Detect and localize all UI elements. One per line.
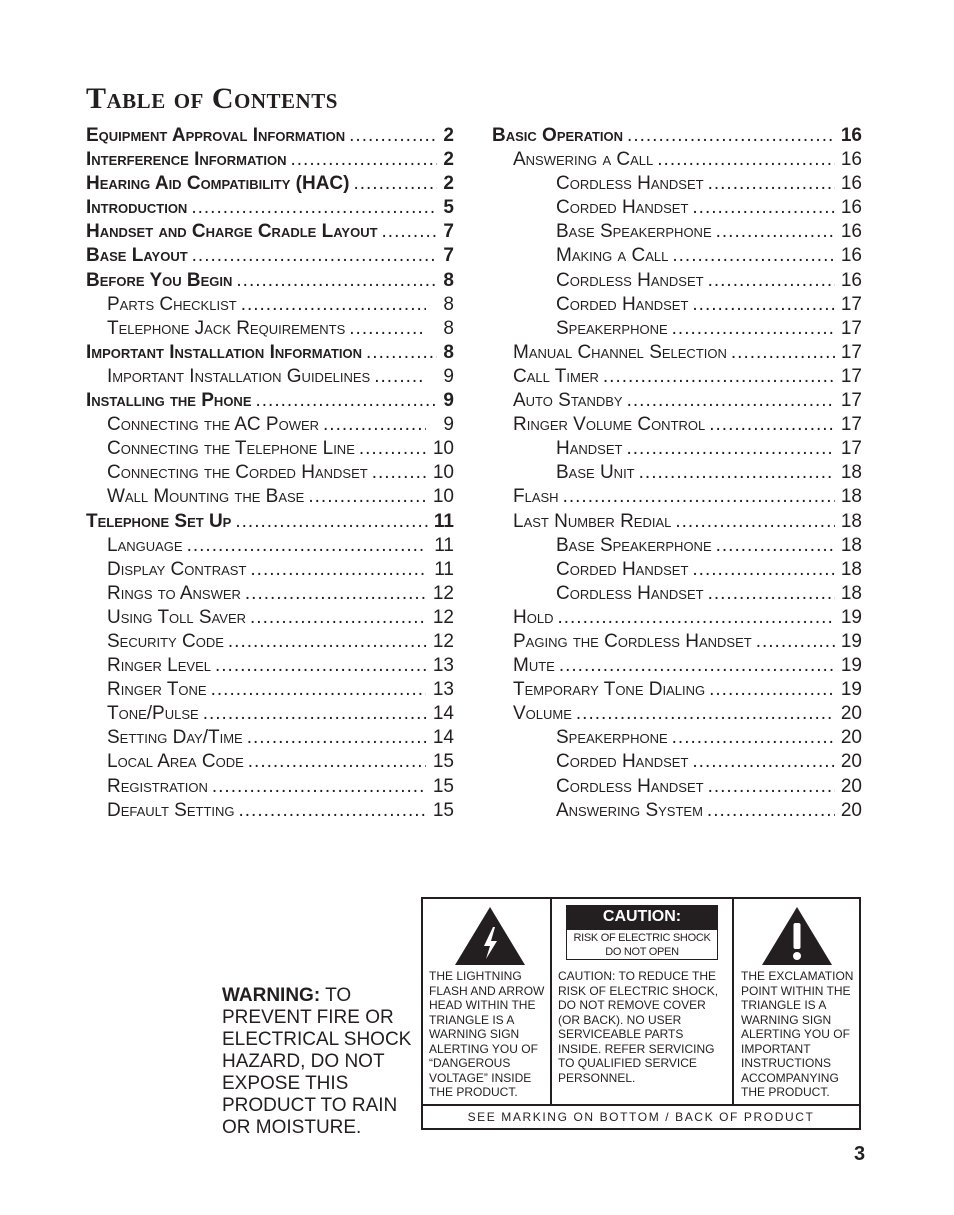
toc-entry-page: 2 (443, 173, 454, 195)
toc-entry-page: 13 (432, 679, 454, 701)
toc-entry-page: 9 (443, 390, 454, 412)
lightning-description: THE LIGHTNING FLASH AND ARROW HEAD WITHIN THE TRIANGLE IS A WARNING SIGN ALERTING YOU OF “DANGEROUS VOLTAGE” INSIDE THE PRODUCT. (429, 969, 545, 1099)
toc-entry (492, 220, 862, 244)
toc-entry-page: 9 (443, 414, 454, 436)
toc-entry-page: 8 (443, 341, 454, 363)
toc-entry-label: Connecting the Telephone Line (107, 438, 355, 460)
toc-entry (492, 196, 862, 220)
toc-entry-page: 14 (432, 703, 454, 725)
exclamation-cell (734, 899, 859, 1104)
toc-entry-label: Telephone Set Up (86, 510, 232, 532)
toc-column-right (492, 124, 862, 823)
toc-entry-label: Base Unit (556, 462, 635, 484)
toc-entry (86, 148, 454, 172)
toc-entry-page: 19 (840, 679, 862, 701)
toc-entry-label: Display Contrast (107, 558, 247, 580)
toc-entry (86, 269, 454, 293)
toc-entry-page: 2 (443, 149, 454, 171)
toc-entry-page: 8 (443, 293, 454, 315)
toc-entry (492, 413, 862, 437)
toc-entry-label: Basic Operation (492, 125, 624, 146)
toc-entry (86, 196, 454, 220)
toc-dot-leader (692, 558, 834, 582)
toc-entry-page: 7 (443, 245, 454, 267)
toc-entry (492, 630, 862, 654)
toc-entry-page: 16 (840, 221, 862, 243)
toc-entry-label: Important Installation Information (86, 341, 363, 363)
toc-entry-label: Ringer Volume Control (513, 414, 706, 436)
toc-dot-leader (228, 630, 426, 654)
caution-footer: SEE MARKING ON BOTTOM / BACK OF PRODUCT (423, 1104, 859, 1130)
toc-entry-label: Temporary Tone Dialing (513, 679, 706, 701)
toc-entry (86, 172, 454, 196)
toc-entry-label: Paging the Cordless Handset (513, 630, 752, 652)
toc-entry (492, 510, 862, 534)
toc-entry-label: Mute (513, 655, 555, 677)
toc-entry-label: Introduction (86, 197, 188, 219)
toc-dot-leader (692, 293, 834, 317)
toc-entry-label: Cordless Handset (556, 775, 704, 797)
toc-entry-label: Local Area Code (107, 751, 244, 773)
toc-dot-leader (212, 775, 426, 799)
toc-entry-page: 10 (432, 462, 454, 484)
caution-label-box (421, 897, 861, 1130)
toc-entry (492, 244, 862, 268)
toc-entry-page: 13 (432, 655, 454, 677)
toc-dot-leader (657, 148, 835, 172)
toc-dot-leader (731, 341, 835, 365)
toc-entry (492, 558, 862, 582)
toc-entry-page: 12 (432, 630, 454, 652)
toc-entry-label: Using Toll Saver (107, 606, 247, 628)
toc-entry-label: Corded Handset (556, 197, 689, 219)
toc-entry-page: 17 (840, 317, 862, 339)
toc-dot-leader (382, 220, 438, 244)
toc-entry-label: Wall Mounting the Base (107, 486, 305, 508)
toc-dot-leader (290, 148, 437, 172)
toc-dot-leader (707, 799, 835, 823)
lightning-cell (423, 899, 552, 1104)
toc-entry-label: Speakerphone (556, 727, 668, 749)
toc-entry-page: 20 (840, 727, 862, 749)
toc-entry (492, 799, 862, 823)
toc-entry-page: 11 (433, 510, 454, 532)
toc-entry-page: 16 (840, 125, 862, 146)
toc-entry-page: 16 (840, 149, 862, 171)
toc-entry-label: Corded Handset (556, 558, 689, 580)
toc-entry-page: 16 (840, 245, 862, 267)
toc-entry (86, 630, 454, 654)
toc-dot-leader (256, 389, 438, 413)
toc-dot-leader (756, 630, 835, 654)
toc-entry-page: 17 (840, 365, 862, 387)
toc-entry (492, 750, 862, 774)
toc-dot-leader (239, 799, 427, 823)
toc-entry-page: 15 (432, 775, 454, 797)
toc-entry (86, 293, 454, 317)
toc-entry (492, 726, 862, 750)
toc-entry-label: Base Speakerphone (556, 221, 712, 243)
toc-entry-label: Important Installation Guidelines (107, 365, 371, 387)
toc-entry (492, 582, 862, 606)
toc-dot-leader (235, 510, 428, 534)
toc-entry (492, 172, 862, 196)
toc-entry-page: 15 (432, 751, 454, 773)
toc-entry-label: Equipment Approval Information (86, 125, 346, 146)
toc-entry (86, 485, 454, 509)
toc-entry-page: 2 (443, 125, 454, 146)
caution-center-cell (552, 899, 734, 1104)
toc-entry-page: 16 (840, 173, 862, 195)
toc-entry (492, 775, 862, 799)
toc-dot-leader (250, 606, 426, 630)
toc-entry (86, 461, 454, 485)
toc-dot-leader (708, 775, 835, 799)
toc-dot-leader (374, 365, 426, 389)
toc-dot-leader (248, 750, 426, 774)
toc-entry (86, 654, 454, 678)
toc-dot-leader (576, 702, 835, 726)
toc-entry-page: 20 (840, 751, 862, 773)
toc-entry-label: Before You Begin (86, 269, 233, 291)
toc-entry (86, 124, 454, 148)
toc-dot-leader (627, 389, 835, 413)
toc-dot-leader (372, 461, 426, 485)
toc-entry-label: Hold (513, 606, 554, 628)
toc-entry-label: Interference Information (86, 149, 287, 171)
toc-dot-leader (563, 485, 835, 509)
toc-entry-page: 7 (443, 221, 454, 243)
toc-entry-label: Speakerphone (556, 317, 668, 339)
toc-entry-label: Installing the Phone (86, 390, 252, 412)
toc-entry (86, 606, 454, 630)
toc-dot-leader (716, 534, 835, 558)
toc-entry-page: 20 (840, 799, 862, 821)
exclamation-description: THE EXCLAMATION POINT WITHIN THE TRIANGLE IS A WARNING SIGN ALERTING YOU OF IMPORTANT INSTRUCTIONS ACCOMPANYING THE PRODUCT. (741, 969, 854, 1099)
toc-entry-page: 19 (840, 630, 862, 652)
toc-entry (492, 317, 862, 341)
toc-entry (86, 582, 454, 606)
toc-entry-label: Answering System (556, 799, 703, 821)
toc-entry-page: 9 (443, 365, 454, 387)
toc-entry (86, 244, 454, 268)
toc-dot-leader (323, 413, 426, 437)
toc-entry (492, 606, 862, 630)
toc-entry-page: 15 (432, 799, 454, 821)
toc-dot-leader (709, 413, 835, 437)
lightning-warning-icon (453, 905, 527, 967)
toc-column-left (86, 124, 454, 823)
toc-entry (492, 437, 862, 461)
toc-dot-leader (559, 654, 835, 678)
toc-dot-leader (349, 124, 437, 148)
toc-entry-label: Auto Standby (513, 390, 623, 412)
toc-entry-label: Cordless Handset (556, 582, 704, 604)
toc-entry-label: Manual Channel Selection (513, 341, 727, 363)
toc-entry (86, 799, 454, 823)
toc-entry-label: Cordless Handset (556, 173, 704, 195)
toc-dot-leader (215, 654, 426, 678)
toc-entry (492, 485, 862, 509)
toc-entry (86, 750, 454, 774)
toc-entry (492, 365, 862, 389)
toc-entry-page: 18 (840, 534, 862, 556)
toc-dot-leader (211, 678, 426, 702)
toc-dot-leader (191, 196, 437, 220)
toc-entry-page: 18 (840, 462, 862, 484)
toc-entry (86, 558, 454, 582)
toc-entry (492, 702, 862, 726)
toc-entry-label: Corded Handset (556, 751, 689, 773)
caution-description: CAUTION: TO REDUCE THE RISK OF ELECTRIC SHOCK, DO NOT REMOVE COVER (OR BACK). NO USER SERVICEABLE PARTS INSIDE. REFER SERVICING TO QUALIFIED SERVICE PERSONNEL. (558, 969, 719, 1085)
toc-dot-leader (708, 582, 835, 606)
toc-entry (492, 389, 862, 413)
toc-entry-label: Handset and Charge Cradle Layout (86, 221, 378, 243)
toc-entry-label: Connecting the AC Power (107, 414, 320, 436)
toc-dot-leader (692, 196, 834, 220)
toc-entry (86, 413, 454, 437)
toc-entry-page: 12 (432, 606, 454, 628)
toc-entry-page: 16 (840, 197, 862, 219)
toc-entry-page: 18 (840, 582, 862, 604)
toc-entry (86, 437, 454, 461)
toc-entry-label: Tone/Pulse (107, 703, 199, 725)
warning-notice (222, 985, 422, 1139)
toc-entry-label: Rings to Answer (107, 582, 241, 604)
toc-entry-label: Security Code (107, 630, 224, 652)
toc-entry-label: Parts Checklist (107, 293, 237, 315)
toc-entry-label: Language (107, 534, 183, 556)
toc-entry-label: Registration (107, 775, 208, 797)
toc-dot-leader (245, 582, 426, 606)
toc-entry (492, 461, 862, 485)
toc-entry (86, 220, 454, 244)
toc-dot-leader (672, 244, 834, 268)
toc-entry-page: 8 (443, 269, 454, 291)
toc-entry-label: Connecting the Corded Handset (107, 462, 368, 484)
toc-entry-label: Base Speakerphone (556, 534, 712, 556)
toc-dot-leader (247, 726, 426, 750)
toc-dot-leader (308, 485, 426, 509)
toc-entry-label: Answering a Call (513, 149, 654, 171)
toc-entry (86, 510, 454, 534)
toc-entry (86, 341, 454, 365)
toc-entry-page: 18 (840, 558, 862, 580)
toc-dot-leader (557, 606, 834, 630)
toc-entry (492, 534, 862, 558)
toc-entry-label: Call Timer (513, 365, 599, 387)
toc-entry-page: 11 (434, 534, 454, 556)
toc-entry-label: Setting Day/Time (107, 727, 243, 749)
toc-entry (86, 534, 454, 558)
toc-entry-page: 5 (443, 197, 454, 219)
toc-dot-leader (672, 317, 835, 341)
caution-header: CAUTION: (566, 905, 718, 929)
toc-entry-label: Flash (513, 486, 559, 508)
toc-entry-page: 12 (432, 582, 454, 604)
toc-entry (86, 317, 454, 341)
toc-entry (86, 365, 454, 389)
toc-entry (492, 678, 862, 702)
toc-entry-label: Volume (513, 703, 572, 725)
toc-dot-leader (250, 558, 426, 582)
toc-entry-page: 18 (840, 486, 862, 508)
warning-body: TO PREVENT FIRE OR ELECTRICAL SHOCK HAZARD, DO NOT EXPOSE THIS PRODUCT TO RAIN OR MOISTURE. (222, 985, 412, 1138)
toc-entry-page: 20 (840, 775, 862, 797)
toc-dot-leader (716, 220, 835, 244)
toc-entry-label: Telephone Jack Requirements (107, 317, 346, 339)
toc-entry (86, 702, 454, 726)
toc-dot-leader (203, 702, 426, 726)
toc-entry-page: 20 (840, 703, 862, 725)
toc-entry-page: 8 (443, 317, 454, 339)
toc-entry (86, 389, 454, 413)
caution-subheader: RISK OF ELECTRIC SHOCK DO NOT OPEN (566, 929, 718, 960)
toc-dot-leader (626, 437, 834, 461)
toc-entry (492, 124, 862, 148)
toc-entry-page: 19 (840, 606, 862, 628)
toc-entry-label: Last Number Redial (513, 510, 672, 532)
toc-dot-leader (708, 269, 835, 293)
toc-entry-page: 10 (432, 486, 454, 508)
toc-dot-leader (192, 244, 438, 268)
toc-dot-leader (672, 726, 835, 750)
toc-entry-page: 14 (432, 727, 454, 749)
toc-entry (492, 269, 862, 293)
toc-entry-page: 18 (840, 510, 862, 532)
toc-entry-page: 17 (840, 390, 862, 412)
toc-entry-page: 19 (840, 655, 862, 677)
toc-entry (492, 341, 862, 365)
toc-dot-leader (359, 437, 426, 461)
toc-dot-leader (366, 341, 437, 365)
toc-dot-leader (692, 750, 834, 774)
toc-dot-leader (639, 461, 835, 485)
toc-entry-label: Base Layout (86, 245, 188, 267)
toc-dot-leader (241, 293, 426, 317)
toc-entry-page: 17 (840, 414, 862, 436)
toc-entry-page: 17 (840, 438, 862, 460)
toc-entry-label: Corded Handset (556, 293, 689, 315)
exclamation-warning-icon (760, 905, 834, 967)
toc-entry-label: Cordless Handset (556, 269, 704, 291)
toc-dot-leader (708, 172, 835, 196)
toc-entry-page: 17 (840, 341, 862, 363)
toc-dot-leader (353, 172, 437, 196)
toc-entry (492, 293, 862, 317)
toc-dot-leader (627, 124, 835, 148)
toc-entry (86, 775, 454, 799)
toc-dot-leader (349, 317, 426, 341)
toc-dot-leader (709, 678, 835, 702)
toc-entry-label: Ringer Tone (107, 679, 207, 701)
toc-entry-page: 16 (840, 269, 862, 291)
page-title: Table of Contents (86, 82, 338, 115)
toc-entry-page: 10 (432, 438, 454, 460)
toc-entry-label: Making a Call (556, 245, 669, 267)
toc-entry (86, 678, 454, 702)
toc-entry-label: Default Setting (107, 799, 235, 821)
toc-entry (492, 654, 862, 678)
toc-entry (492, 148, 862, 172)
warning-lead: WARNING: (222, 985, 321, 1006)
toc-dot-leader (236, 269, 437, 293)
toc-entry-label: Handset (556, 438, 623, 460)
toc-dot-leader (603, 365, 835, 389)
toc-entry-page: 11 (434, 558, 454, 580)
page-number: 3 (854, 1143, 866, 1165)
toc-dot-leader (675, 510, 834, 534)
toc-entry-page: 17 (840, 293, 862, 315)
toc-entry (86, 726, 454, 750)
toc-dot-leader (187, 534, 426, 558)
toc-entry-label: Ringer Level (107, 655, 211, 677)
toc-entry-label: Hearing Aid Compatibility (HAC) (86, 173, 350, 195)
